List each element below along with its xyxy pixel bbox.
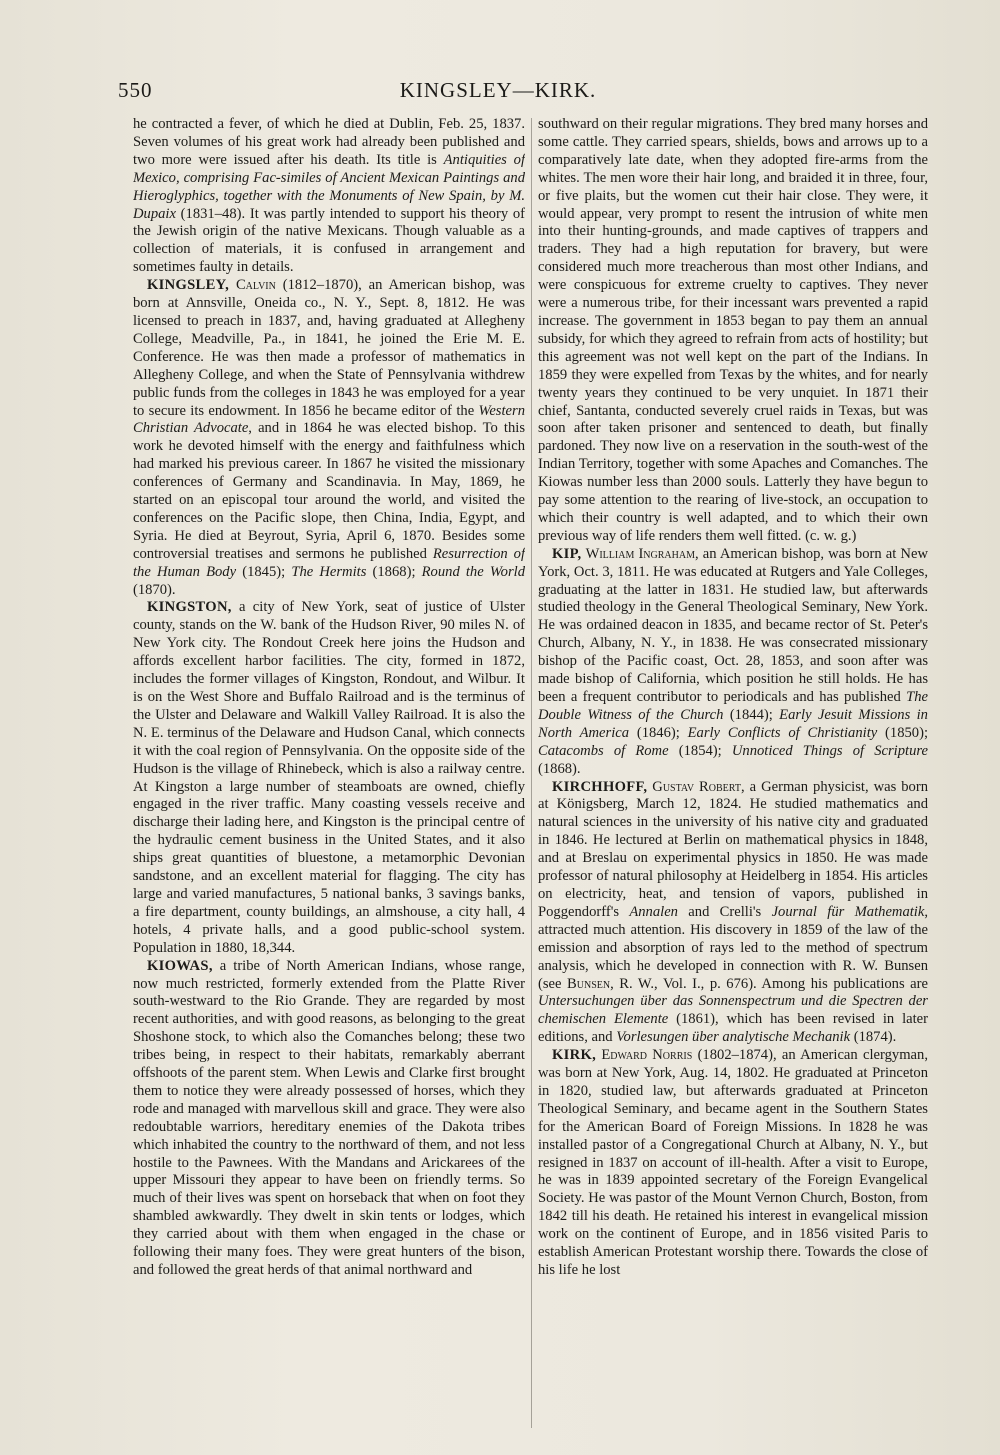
entry-text: (1802–1874), an American clergyman, was born at New York, Aug. 14, 1802. He graduated at Princeton in 1820, studied law, but afterwards graduated at Princeton Theological Seminary, and became agent in the Southern States for the American Board of Foreign Missions. In 1828 he was installed pastor of a Congregational Church at Albany, N. Y., but resigned in 1837 on account of ill-health. After a visit to Europe, he was in 1839 appointed secretary of the Foreign Evangelical Society. He was pastor of the Mount Vernon Church, Boston, from 1842 till his death. He retained his interest in evangelical mission work on the continent of Europe, and in 1856 visited Paris to establish American Protestant worship there. Towards the close of his life he lost [538, 1047, 928, 1278]
entry-text: (1870). [133, 581, 176, 598]
book-title: The Hermits [291, 563, 367, 580]
entry-continuation [133, 116, 525, 277]
entry-headword: KIOWAS, [147, 957, 213, 974]
entry-text: he contracted a fever, of which he died at Dublin, Feb. 25, 1837. Seven volumes of his great work had already been published and two more were issued after his death. Its title is [133, 116, 525, 168]
entry-text: , attracted much attention. His discovery in 1859 of the law of the emission and absorption of rays led to the method of spectrum analysis, which he developed in connection with R. W. Bunsen (see [538, 903, 928, 992]
entry-text: (1868). [538, 760, 581, 777]
cross-reference: Bunsen, R. W. [567, 975, 655, 992]
entry-headword: KIP, [552, 545, 582, 562]
entry-text: (1845); [236, 563, 292, 580]
entry-text: , an American bishop, was born at New York, Oct. 3, 1811. He was educated at Rutgers and Yale Colleges, graduating at the latter in 1831. He studied law, but afterwards studied theology in the General Theological Seminary, New York. He was ordained deacon in 1835, and became rector of St. Peter's Church, Albany, N. Y., in 1838. He was consecrated missionary bishop of the Pacific coast, Oct. 28, 1853, and soon after was made bishop of California, which position he still holds. He has been a frequent contributor to periodicals and has published [538, 545, 928, 705]
entry-text: (1844); [723, 706, 780, 723]
entry-text: (1831–48). It was partly intended to support his theory of the Jewish origin of the native Mexicans. Though valuable as a collection of materials, it is confused in arrangement and sometimes faulty in details. [133, 205, 525, 276]
entry-text: a city of New York, seat of justice of Ulster county, stands on the W. bank of the Hudson River, 90 miles N. of New York city. The Rondout Creek here joins the Hudson and affords excellent harbor facilities. The city, formed in 1872, includes the former villages of Kingston, Rondout, and Wilbur. It is on the West Shore and Buffalo Railroad and is the terminus of the Ulster and Delaware and Walkill Valley Railroad. It is also the N. E. terminus of the Delaware and Hudson Canal, which connects it with the coal region of Pennsylvania. On the opposite side of the Hudson is the village of Rhinebeck, which is also a railway centre. At Kingston a large number of steamboats are owned, chiefly engaged in the river traffic. Many coasting vessels receive and discharge their lading here, and Kingston is the principal centre of the hydraulic cement business in the United States, and it also ships great quantities of bluestone, a metamorphic Devonian sandstone, and an excellent material for flagging. The city has large and varied manufactures, 5 national banks, 3 savings banks, a fire department, county buildings, an almshouse, a city hall, 4 hotels, 4 private halls, and a good public-school system. Population in 1880, 18,344. [133, 599, 525, 956]
entry-text: a tribe of North American Indians, whose range, now much restricted, formerly extended from the Platte River south-westward to the Rio Grande. They are regarded by most recent authorities, and with good reasons, as belonging to the great Shoshone stock, to which also the Comanches belong; these two tribes being, in respect to their habitats, remarkably aberrant offshoots of the parent stem. When Lewis and Clarke first brought them to notice they were already possessed of horses, which they rode and managed with marvellous skill and grace. They were also redoubtable warriors, hereditary enemies of the Dakota tribes which inhabited the country to the northward of them, and not less hostile to the Pawnees. With the Mandans and Arickarees of the upper Missouri they appear to have been on friendly terms. So much of their lives was spent on horseback that when on foot they shambled awkwardly. They dwelt in skin tents or lodges, which they carried about with them when engaged in the chase or following their many foes. They were great hunters of the bison, and followed the great herds of that animal northward and [133, 957, 525, 1278]
book-title: Untersuchungen über das Sonnenspectrum und die Spectren der chemischen Elemente [538, 993, 928, 1028]
entry-text: southward on their regular migrations. They bred many horses and some cattle. They carried spears, shields, bows and arrows up to a comparatively late date, when they adopted fire-arms from the whites. The men wore their hair long, and braided it in three, four, or five plaits, but the women cut their hair close. They were, it would appear, very prompt to resent the intrusion of white men into their hunting-grounds, and made captives of trappers and traders. They had a high reputation for bravery, but were considered much more treacherous than most other Indians, and were conspicuous for extreme cruelty to captives. They never were a numerous tribe, for their incessant wars prevented a rapid increase. The government in 1853 began to pay them an annual subsidy, for which they agreed to refrain from acts of hostility; but this agreement was not well kept on the part of the Indians. In 1859 they were expelled from Texas by the whites, and for nearly twenty years they continued to be very unquiet. In 1871 their chief, Santanta, conducted severely cruel raids in Texas, but was soon after taken prisoner and sentenced to death, but finally pardoned. They now live on a reservation in the south-west of the Indian Territory, together with some Apaches and Comanches. The Kiowas number less than 2000 souls. Latterly they have begun to pay some attention to the rearing of live-stock, an occupation to which their country is well adapted, and to which their own previous way of life renders them well fitted. (c. w. g.) [538, 116, 928, 544]
entry-kiowas [133, 958, 525, 1280]
entry-text: (1854); [668, 742, 732, 759]
book-title: Journal für Mathematik [771, 903, 925, 920]
entry-text: (1868); [366, 563, 422, 580]
entry-forename: Edward Norris [601, 1047, 693, 1064]
right-column [538, 116, 928, 1436]
entry-forename: William Ingraham [585, 545, 695, 562]
entry-forename: Calvin [235, 277, 276, 294]
entry-text: , a German physicist, was born at Königsberg, March 12, 1824. He studied mathematics and natural sciences in the university of his native city and graduated in 1846. He lectured at Berlin on mathematical physics in 1848, and at Breslau on experimental physics in 1850. He was made professor of natural philosophy at Heidelberg in 1854. His articles on electricity, heat, and tension of vapors, published in Poggendorff's [538, 778, 928, 920]
entry-headword: KIRCHHOFF, [552, 778, 648, 795]
book-title: Early Jesuit Missions in North America [538, 706, 928, 741]
left-column [133, 116, 525, 1436]
book-title: Resurrection of the Human Body [133, 545, 525, 580]
page-header [118, 78, 938, 108]
entry-kiowas-continued [538, 116, 928, 546]
entry-headword: KIRK, [552, 1047, 597, 1064]
page-number: 550 [118, 78, 153, 102]
book-title: Annalen [629, 903, 678, 920]
entry-text: and Crelli's [677, 903, 772, 920]
entry-kingston [133, 599, 525, 957]
running-head: KINGSLEY—KIRK. [399, 78, 597, 102]
entry-forename: Gustav Robert [652, 778, 741, 795]
column-rule [531, 118, 532, 1428]
entry-kip [538, 546, 928, 779]
entry-text: , and in 1864 he was elected bishop. To this work he devoted himself with the energy and faithfulness which had marked his previous career. In 1867 he visited the missionary conferences of Germany and Scandinavia. In May, 1869, he started on an episcopal tour around the world, and visited the conferences on the Pacific slope, then China, India, Egypt, and Syria. He died at Beyrout, Syria, April 6, 1870. Besides some controversial treatises and sermons he published [133, 420, 525, 562]
entry-text: , Vol. I., p. 676). Among his publications are [654, 975, 928, 992]
entry-text: (1812–1870), an American bishop, was born at Annsville, Oneida co., N. Y., Sept. 8, 1812. He was licensed to preach in 1837, and, having graduated at Allegheny College, Meadville, Pa., in 1841, he joined the Erie M. E. Conference. He was then made a professor of mathematics in Allegheny College, and when the State of Pennsylvania withdrew public funds from the colleges in 1843 he was employed for a year to secure its endowment. In 1856 he became editor of the [133, 277, 525, 419]
entry-text: (1850); [877, 724, 928, 741]
book-title: Round the World [421, 563, 525, 580]
book-title: Unnoticed Things of Scripture [731, 742, 928, 759]
entry-text: (1861), which has been revised in later editions, and [538, 1011, 928, 1046]
entry-text: (1874). [850, 1029, 897, 1046]
entry-kirchhoff [538, 779, 928, 1048]
book-title: Catacombs of Rome [538, 742, 669, 759]
entry-headword: KINGSLEY, [147, 277, 230, 294]
book-title: Vorlesungen über analytische Mechanik [616, 1029, 851, 1046]
book-title: Antiquities of Mexico, comprising Fac-similes of Ancient Mexican Paintings and Hieroglyphics, together with the Monuments of New Spain, by M. Dupaix [133, 151, 525, 222]
book-title: Western Christian Advocate [133, 402, 525, 437]
entry-headword: KINGSTON, [147, 599, 232, 616]
book-title: The Double Witness of the Church [538, 689, 928, 723]
book-title: Early Conflicts of Christianity [687, 724, 878, 741]
entry-text: (1846); [629, 724, 688, 741]
entry-kirk [538, 1047, 928, 1280]
entry-kingsley [133, 277, 525, 599]
